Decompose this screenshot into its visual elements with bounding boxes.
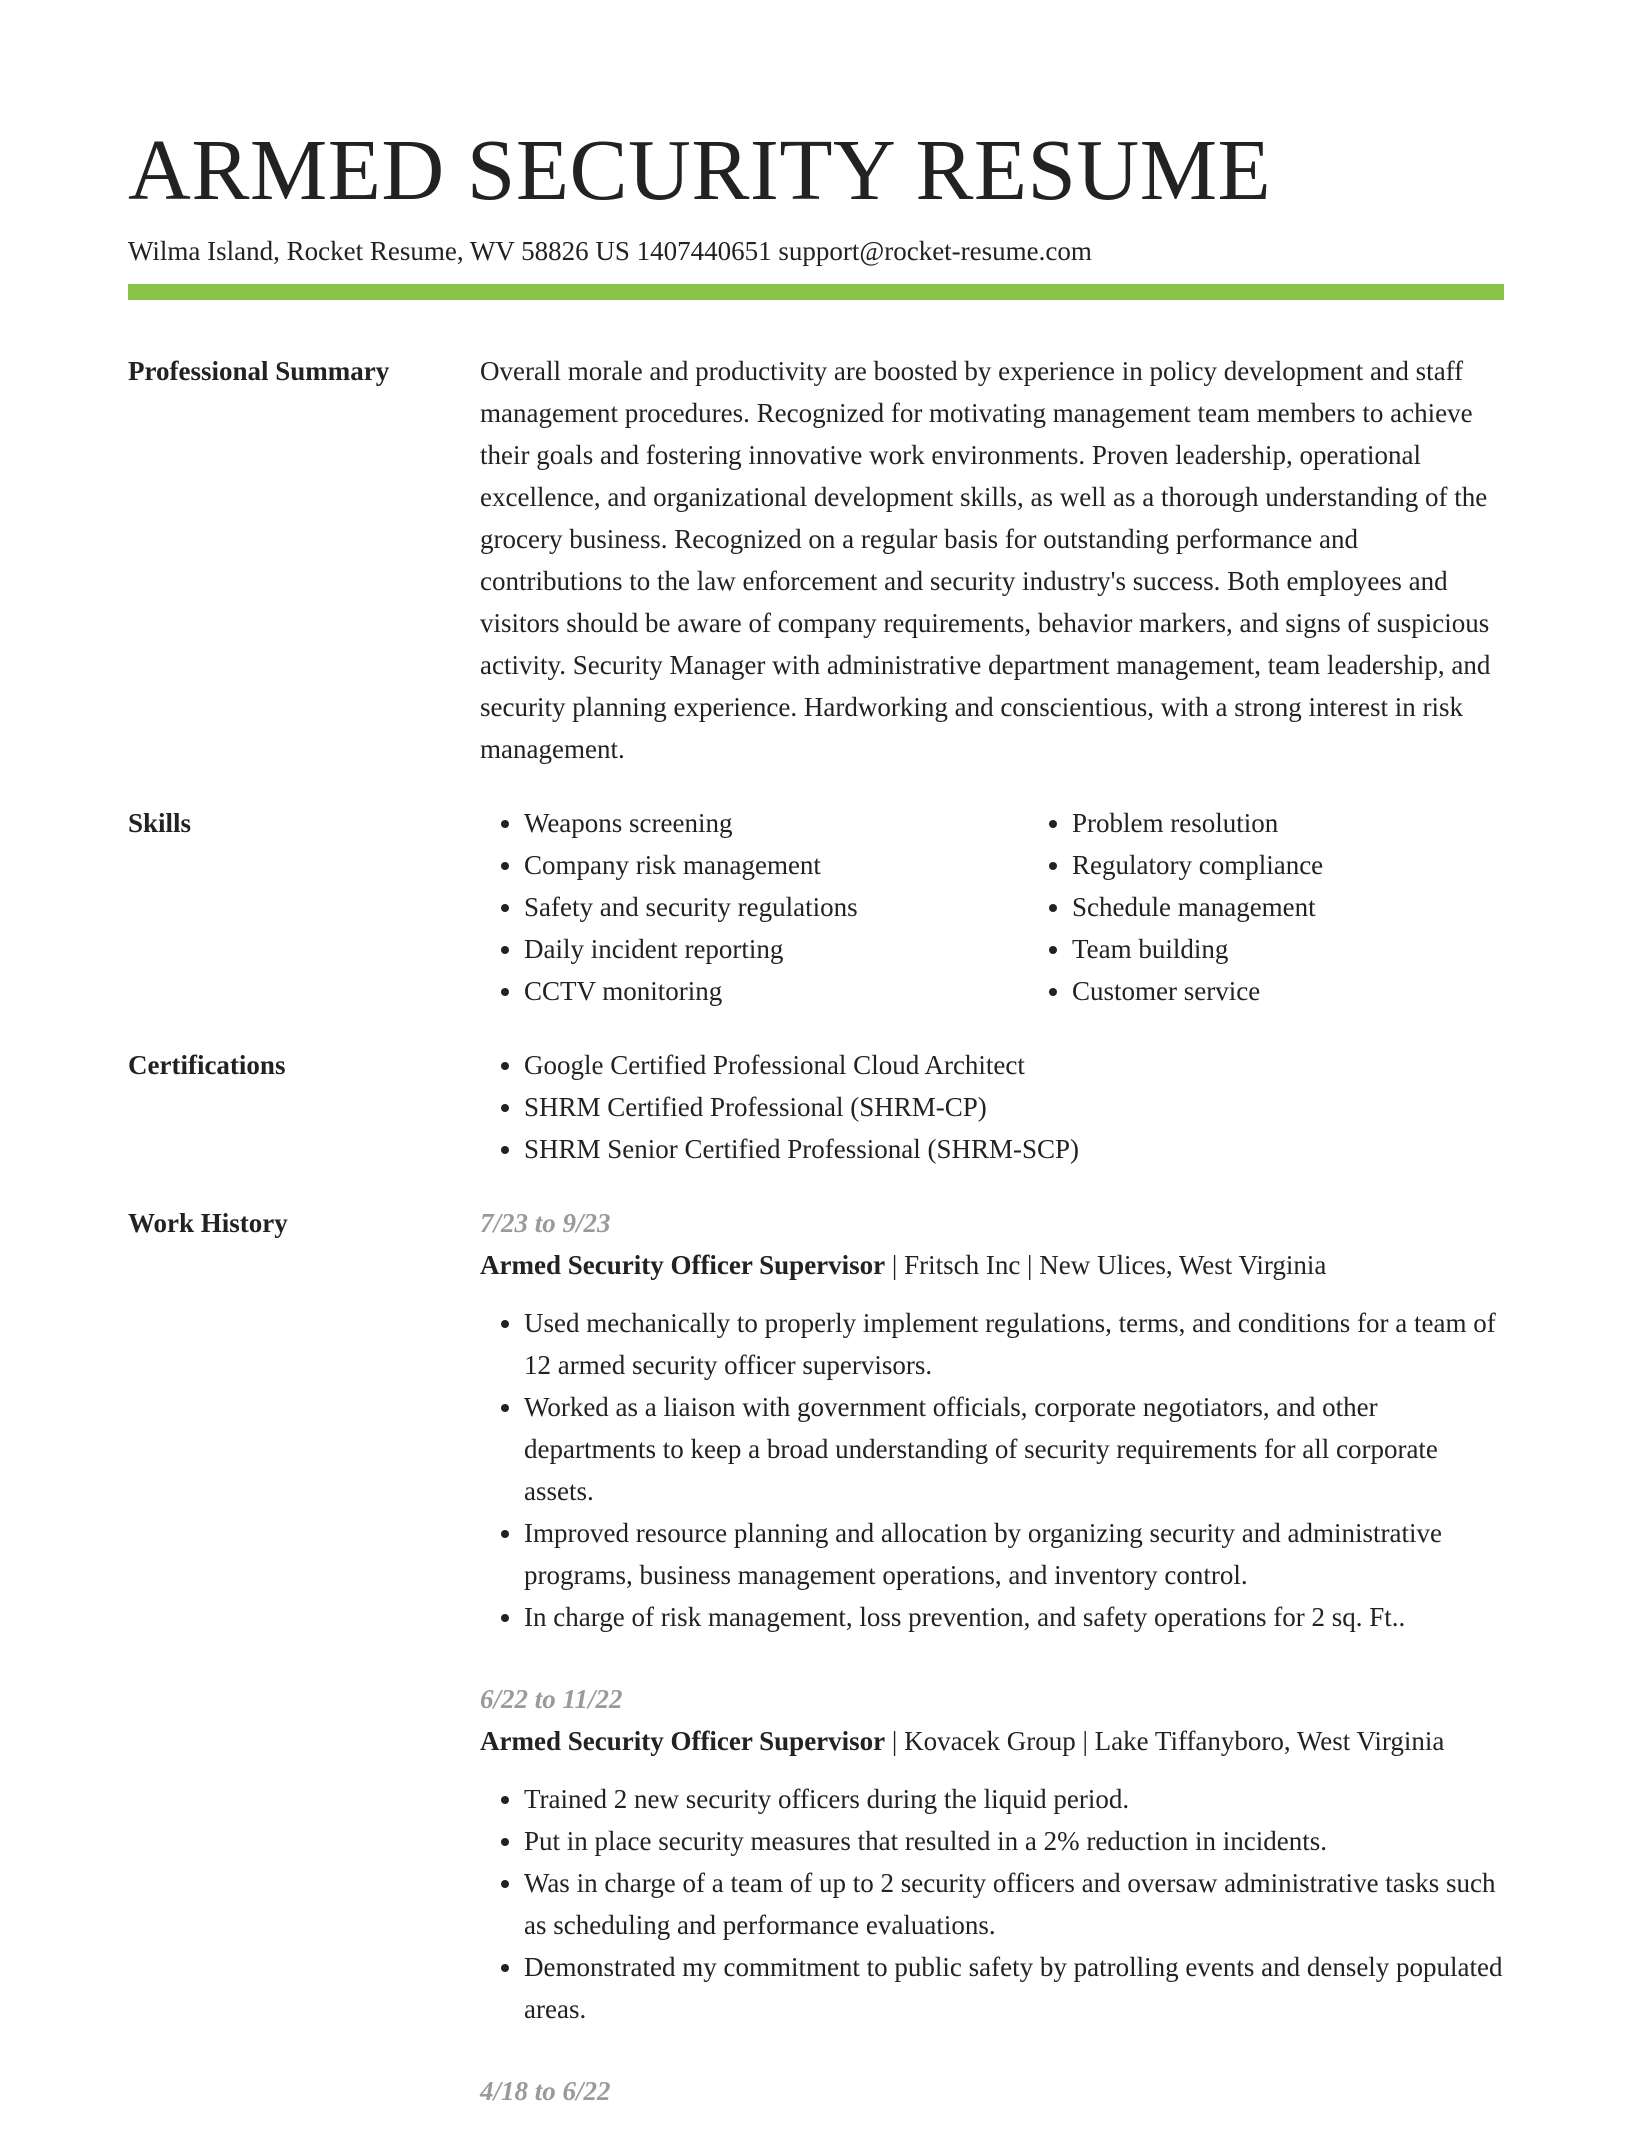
job-bullet: • Was in charge of a team of up to 2 security officers and oversaw administrative tasks such as scheduling and performance evaluations. xyxy=(524,1862,1504,1946)
professional-summary-section xyxy=(128,350,1504,770)
skill-item: • Customer service xyxy=(1072,970,1576,1012)
resume-title: ARMED SECURITY RESUME xyxy=(128,121,1272,218)
section-label-summary: Professional Summary xyxy=(128,356,390,386)
skill-item: • Daily incident reporting xyxy=(524,928,1028,970)
work-history-section xyxy=(128,1202,1504,2152)
job-bullet: • In charge of risk management, loss prevention, and safety operations for 2 sq. Ft.. xyxy=(524,1596,1504,1638)
job-heading xyxy=(480,1720,1504,1762)
resume-page xyxy=(128,0,1504,2152)
skills-list-left xyxy=(480,802,1028,1012)
skill-item: • Problem resolution xyxy=(1072,802,1576,844)
job-heading xyxy=(480,1244,1504,1286)
skills-list-right xyxy=(1028,802,1576,1012)
job-bullet: • Trained 2 new security officers during the liquid period. xyxy=(524,1778,1504,1820)
skill-item: • Safety and security regulations xyxy=(524,886,1028,928)
job-dates: 7/23 to 9/23 xyxy=(480,1208,611,1238)
skill-item: • Schedule management xyxy=(1072,886,1576,928)
job-title: Armed Security Officer Supervisor xyxy=(480,1250,886,1280)
certification-item: • SHRM Certified Professional (SHRM-CP) xyxy=(524,1086,1504,1128)
contact-line: Wilma Island, Rocket Resume, WV 58826 US 1407440651 support@rocket-resume.com xyxy=(128,236,1092,266)
certifications-list xyxy=(480,1044,1504,1170)
job-dates: 4/18 to 6/22 xyxy=(480,2076,611,2106)
skills-section xyxy=(128,802,1504,1012)
certification-item: • SHRM Senior Certified Professional (SHRM-SCP) xyxy=(524,1128,1504,1170)
accent-divider xyxy=(128,284,1504,300)
certifications-section xyxy=(128,1044,1504,1170)
job-bullets xyxy=(480,1778,1504,2030)
section-label-skills: Skills xyxy=(128,808,192,838)
job-bullet: • Demonstrated my commitment to public safety by patrolling events and densely populated areas. xyxy=(524,1946,1504,2030)
job-bullets xyxy=(480,1302,1504,1638)
job-details: | Kovacek Group | Lake Tiffanyboro, West Virginia xyxy=(885,1726,1445,1756)
job-title: Armed Security Officer Supervisor xyxy=(480,1726,886,1756)
skill-item: • Team building xyxy=(1072,928,1576,970)
section-label-work-history: Work History xyxy=(128,1208,288,1238)
job-entry xyxy=(480,1678,1504,2030)
job-dates: 6/22 to 11/22 xyxy=(480,1684,623,1714)
job-bullet: • Put in place security measures that resulted in a 2% reduction in incidents. xyxy=(524,1820,1504,1862)
job-entry xyxy=(480,1202,1504,1638)
certification-item: • Google Certified Professional Cloud Architect xyxy=(524,1044,1504,1086)
skill-item: • Weapons screening xyxy=(524,802,1028,844)
skill-item: • CCTV monitoring xyxy=(524,970,1028,1012)
job-bullet: • Used mechanically to properly implement regulations, terms, and conditions for a team of 12 armed security officer supervisors. xyxy=(524,1302,1504,1386)
section-label-certifications: Certifications xyxy=(128,1050,286,1080)
skill-item: • Company risk management xyxy=(524,844,1028,886)
summary-text: Overall morale and productivity are boosted by experience in policy development and staff management procedures. Recognized for motivating management team members to achieve their goals and fostering innovative work environments. Proven leadership, operational excellence, and organizational development skills, as well as a thorough understanding of the grocery business. Recognized on a regular basis for outstanding performance and contributions to the law enforcement and security industry's success. Both employees and visitors should be aware of company requirements, behavior markers, and signs of suspicious activity. Security Manager with administrative department management, team leadership, and security planning experience. Hardworking and conscientious, with a strong interest in risk management. xyxy=(480,356,1491,764)
job-bullet: • Worked as a liaison with government officials, corporate negotiators, and other departments to keep a broad understanding of security requirements for all corporate assets. xyxy=(524,1386,1504,1512)
job-details: | Fritsch Inc | New Ulices, West Virginia xyxy=(885,1250,1327,1280)
skill-item: • Regulatory compliance xyxy=(1072,844,1576,886)
job-bullet: • Improved resource planning and allocation by organizing security and administrative programs, business management operations, and inventory control. xyxy=(524,1512,1504,1596)
job-entry xyxy=(480,2070,1504,2112)
